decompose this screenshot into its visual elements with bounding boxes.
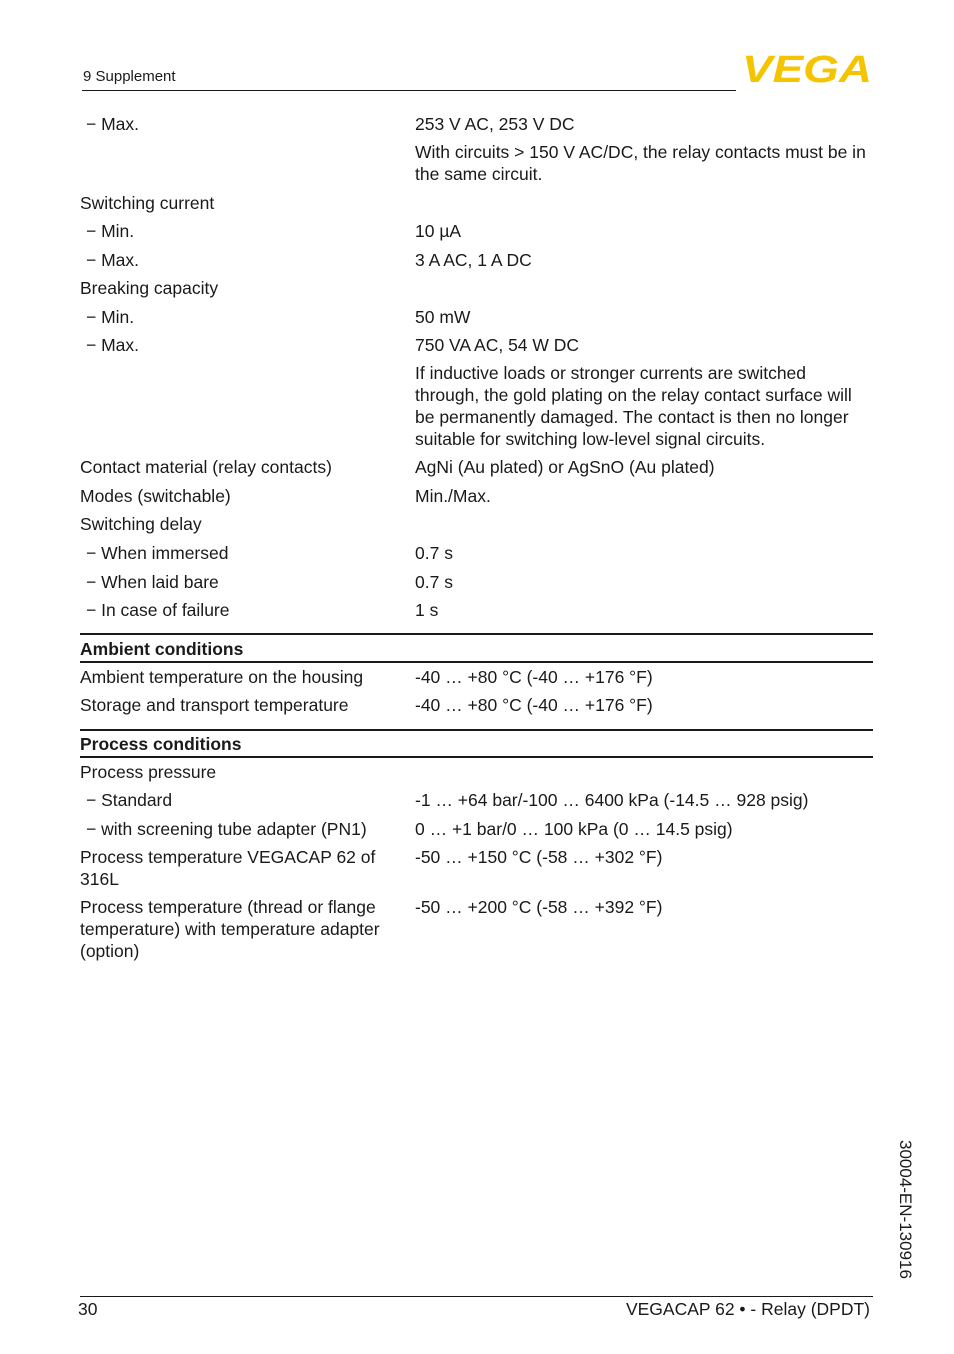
spec-label: Storage and transport temperature xyxy=(80,695,349,715)
spec-label: − Max. xyxy=(86,250,140,270)
spec-value: 0.7 s xyxy=(415,572,453,592)
spec-value: -1 … +64 bar/-100 … 6400 kPa (-14.5 … 928 psig) xyxy=(415,790,809,810)
section-heading-process: Process conditions xyxy=(80,734,242,754)
spec-value: 750 VA AC, 54 W DC xyxy=(415,335,580,355)
footer-rule xyxy=(80,1296,873,1297)
spec-label: − Min. xyxy=(86,221,135,241)
spec-value: -40 … +80 °C (-40 … +176 °F) xyxy=(415,667,653,687)
spec-label: Switching delay xyxy=(80,514,202,534)
spec-label: − Max. xyxy=(86,114,140,134)
spec-value: -50 … +200 °C (-58 … +392 °F) xyxy=(415,897,663,917)
section-rule xyxy=(80,756,873,758)
section-heading-ambient: Ambient conditions xyxy=(80,639,244,659)
spec-label: − Max. xyxy=(86,335,140,355)
spec-value: -40 … +80 °C (-40 … +176 °F) xyxy=(415,695,653,715)
vega-logo xyxy=(742,52,872,84)
spec-value: 10 µA xyxy=(415,221,462,241)
header-rule xyxy=(82,90,736,91)
spec-value: 3 A AC, 1 A DC xyxy=(415,250,532,270)
spec-label: − Standard xyxy=(86,790,173,810)
spec-label: Process temperature VEGACAP 62 of 316L xyxy=(80,847,376,889)
page-number: 30 xyxy=(78,1299,98,1319)
spec-label: Ambient temperature on the housing xyxy=(80,667,364,687)
spec-label: Process pressure xyxy=(80,762,217,782)
spec-label: Contact material (relay contacts) xyxy=(80,457,332,477)
spec-label: − When immersed xyxy=(86,543,229,563)
logo-text: VEGA xyxy=(742,52,872,84)
section-rule xyxy=(80,633,873,635)
spec-value: -50 … +150 °C (-58 … +302 °F) xyxy=(415,847,663,867)
spec-value: 50 mW xyxy=(415,307,471,327)
spec-note: With circuits > 150 V AC/DC, the relay contacts must be in the same circuit. xyxy=(415,142,866,184)
document-title: VEGACAP 62 • - Relay (DPDT) xyxy=(625,1299,870,1319)
section-label: 9 Supplement xyxy=(83,68,176,85)
spec-value: AgNi (Au plated) or AgSnO (Au plated) xyxy=(415,457,715,477)
spec-label: Process temperature (thread or flange temperature) with temperature adapter (option) xyxy=(80,897,380,961)
section-rule xyxy=(80,661,873,663)
spec-label: − Min. xyxy=(86,307,135,327)
spec-note: If inductive loads or stronger currents are switched through, the gold plating on the relay contact surface will be permanently damaged. The contact is then no longer suitable for switching low-level signal circuits. xyxy=(415,363,852,449)
spec-value: 0 … +1 bar/0 … 100 kPa (0 … 14.5 psig) xyxy=(415,819,733,839)
spec-value: 0.7 s xyxy=(415,543,453,563)
document-code: 30004-EN-130916 xyxy=(896,1140,915,1279)
spec-label: − When laid bare xyxy=(86,572,219,592)
spec-label: − with screening tube adapter (PN1) xyxy=(86,819,367,839)
spec-label: Breaking capacity xyxy=(80,278,219,298)
section-rule xyxy=(80,729,873,731)
spec-label: Modes (switchable) xyxy=(80,486,231,506)
spec-value: 253 V AC, 253 V DC xyxy=(415,114,575,134)
spec-value: 1 s xyxy=(415,600,439,620)
spec-value: Min./Max. xyxy=(415,486,491,506)
spec-label: − In case of failure xyxy=(86,600,230,620)
spec-label: Switching current xyxy=(80,193,215,213)
